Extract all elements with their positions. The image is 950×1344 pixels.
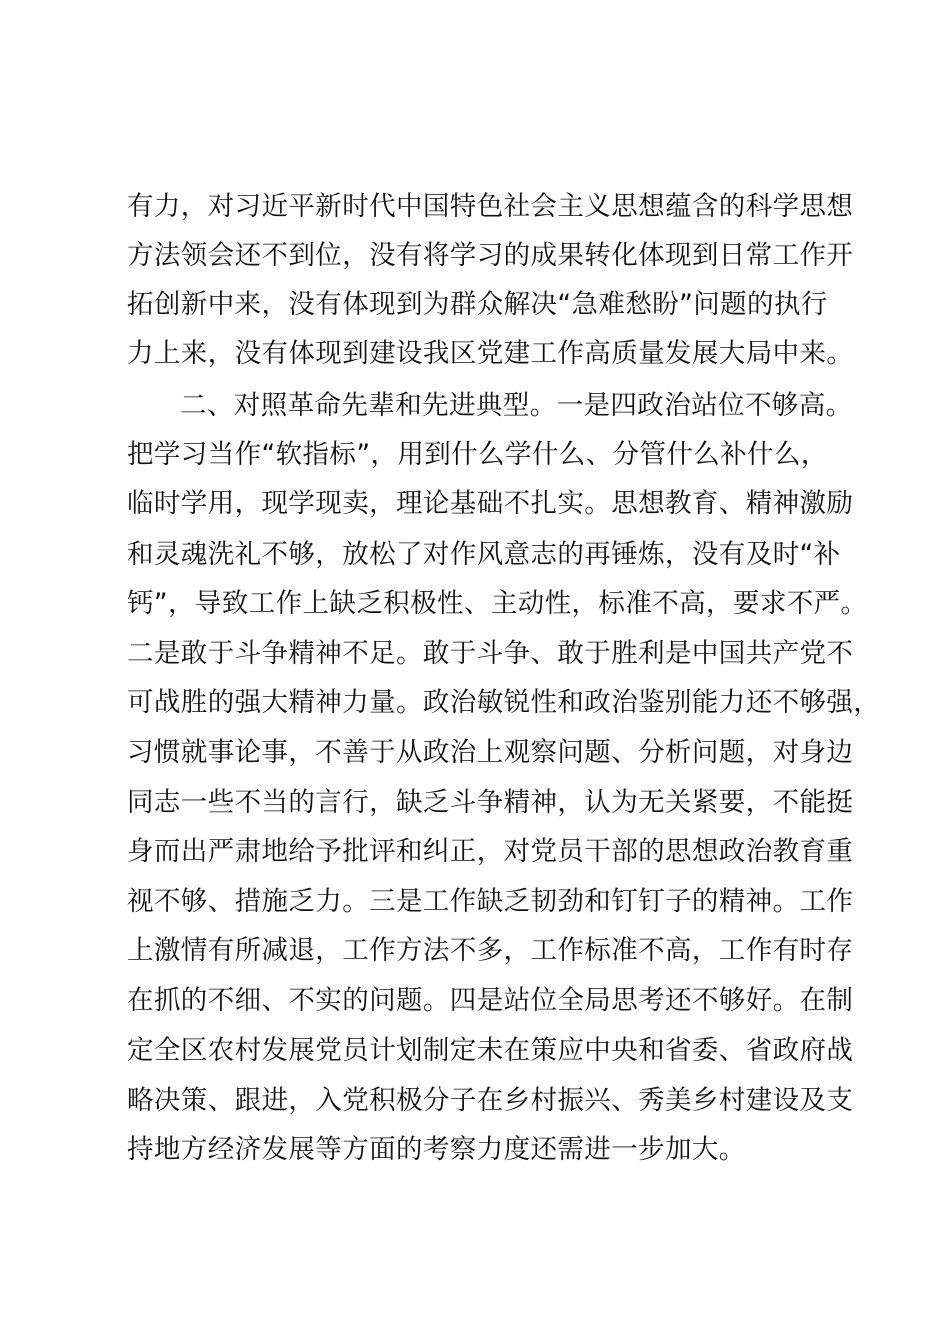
text-line: 同志一些不当的言行，缺乏斗争精神，认为无关紧要，不能挺 xyxy=(127,787,854,818)
text-line: 持地方经济发展等方面的考察力度还需进一步加大。 xyxy=(127,1134,746,1165)
text-line: 钙”，导致工作上缺乏积极性、主动性，标准不高，要求不严。 xyxy=(127,588,868,619)
text-line: 二是敢于斗争精神不足。敢于斗争、敢于胜利是中国共产党不 xyxy=(127,638,854,669)
text-line: 上激情有所减退，工作方法不多，工作标准不高，工作有时存 xyxy=(127,935,854,966)
text-line: 略决策、跟进，入党积极分子在乡村振兴、秀美乡村建设及支 xyxy=(127,1085,854,1116)
text-line: 身而出严肃地给予批评和纠正，对党员干部的思想政治教育重 xyxy=(127,836,854,867)
text-line: 可战胜的强大精神力量。政治敏锐性和政治鉴别能力还不够强， xyxy=(127,687,881,718)
text-line: 和灵魂洗礼不够，放松了对作风意志的再锤炼，没有及时“补 xyxy=(127,539,841,570)
text-line: 把学习当作“软指标”，用到什么学什么、分管什么补什么， xyxy=(127,439,828,470)
text-line: 拓创新中来，没有体现到为群众解决“急难愁盼”问题的执行 xyxy=(127,289,828,320)
text-line: 在抓的不细、不实的问题。四是站位全局思考还不够好。在制 xyxy=(127,985,854,1016)
text-line: 习惯就事论事，不善于从政治上观察问题、分析问题，对身边 xyxy=(127,737,854,768)
text-line: 视不够、措施乏力。三是工作缺乏韧劲和钉钉子的精神。工作 xyxy=(127,886,854,917)
text-line: 临时学用，现学现卖，理论基础不扎实。思想教育、精神激励 xyxy=(127,488,854,519)
section-heading-line: 二、对照革命先辈和先进典型。一是四政治站位不够高。 xyxy=(180,390,853,421)
text-line: 方法领会还不到位，没有将学习的成果转化体现到日常工作开 xyxy=(127,240,854,271)
text-line: 有力，对习近平新时代中国特色社会主义思想蕴含的科学思想 xyxy=(127,191,854,222)
text-line: 定全区农村发展党员计划制定未在策应中央和省委、省政府战 xyxy=(127,1035,854,1066)
text-line: 力上来，没有体现到建设我区党建工作高质量发展大局中来。 xyxy=(127,338,854,369)
